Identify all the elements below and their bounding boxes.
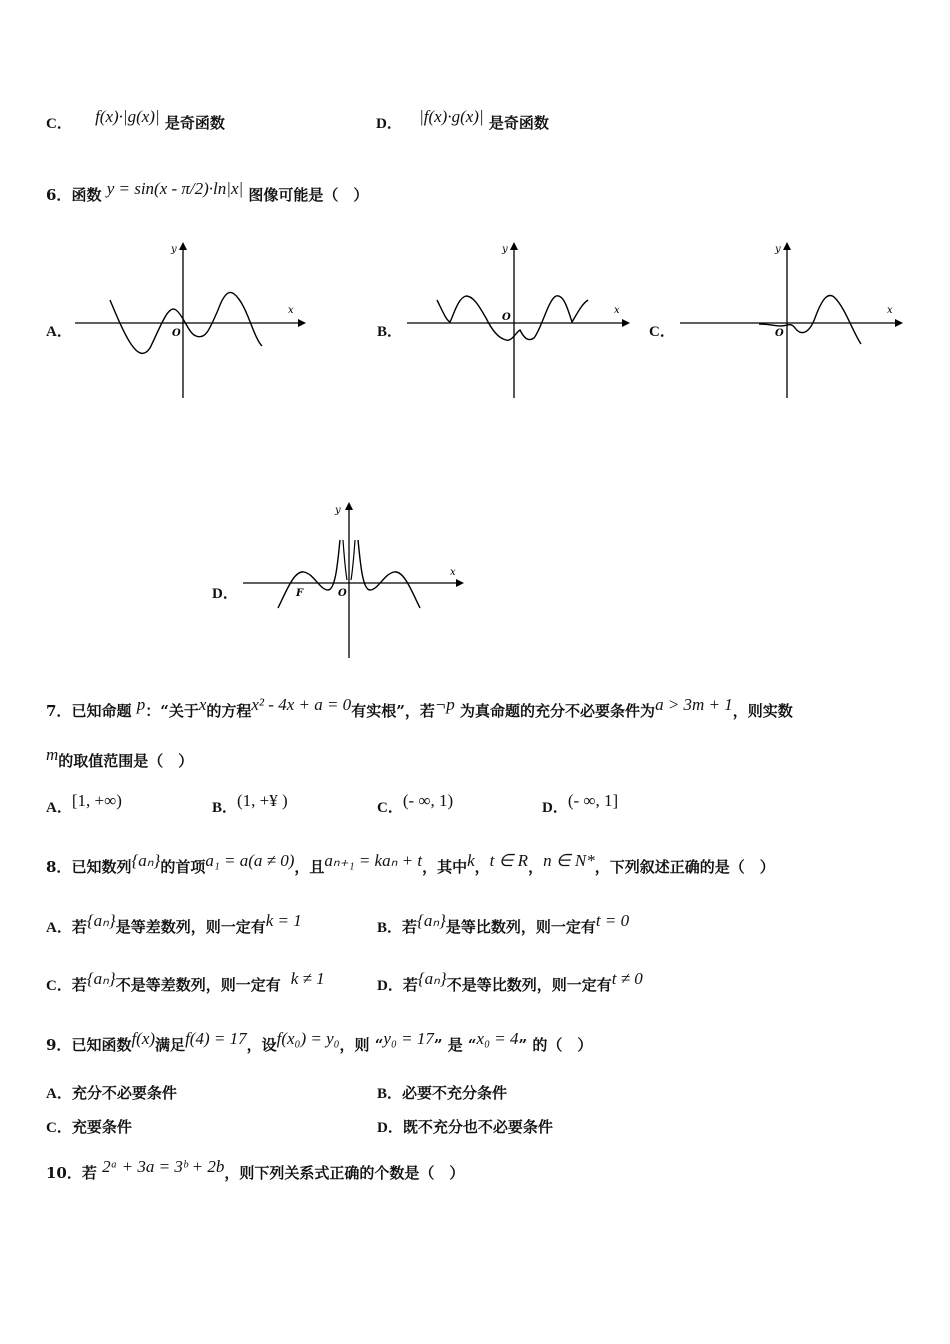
option-label: C． <box>377 800 403 816</box>
q9-option-a <box>46 1082 177 1103</box>
q8-option-a <box>46 911 302 937</box>
option-text: 不是等差数列，则一定有 <box>115 976 281 994</box>
q6-option-c-label: C． <box>649 324 675 340</box>
math-m: m <box>46 745 59 764</box>
q6-graph-a <box>70 238 310 403</box>
math-fx0: f(x₀) = y₀ <box>276 1029 340 1048</box>
question-text: ，下列叙述正确的是（ ） <box>594 858 775 876</box>
question-text: 为真命题的充分不必要条件为 <box>460 702 656 720</box>
math-equation: x² - 4x + a = 0 <box>251 695 352 714</box>
math-p: p <box>136 695 146 714</box>
q9-option-d <box>377 1116 553 1137</box>
math-first-term: a₁ = a(a ≠ 0) <box>205 851 295 870</box>
option-label: D． <box>377 978 403 994</box>
math-n-in-n: n ∈ N* <box>543 851 595 870</box>
option-text: 不是等比数列，则一定有 <box>446 976 612 994</box>
math-k: k <box>467 851 475 870</box>
q8-stem <box>46 851 775 877</box>
q6-option-b-label: B． <box>377 324 403 340</box>
option-label: D． <box>542 800 568 816</box>
math-expression: |f(x)·g(x)| <box>419 107 484 126</box>
option-label: A． <box>46 920 72 936</box>
question-text: ” 是 “ <box>433 1036 477 1054</box>
option-label: B． <box>377 1086 403 1102</box>
q6-stem <box>46 179 369 205</box>
origin-label: O <box>338 588 347 599</box>
option-text: 既不充分也不必要条件 <box>402 1118 553 1136</box>
q8-option-d <box>377 969 643 995</box>
point-label: F <box>296 588 304 599</box>
math-sequence: {aₙ} <box>131 851 161 870</box>
q7-option-b <box>212 791 288 817</box>
math-result: t = 0 <box>595 911 630 930</box>
question-text: ，且 <box>294 858 325 876</box>
option-text: 是奇函数 <box>488 114 549 132</box>
option-label: B． <box>377 920 403 936</box>
question-text: 的方程 <box>206 702 252 720</box>
q9-option-b <box>377 1082 507 1103</box>
q6-graph-c <box>675 238 910 403</box>
option-label: B． <box>212 800 238 816</box>
q7-stem-line2 <box>46 745 194 771</box>
origin-label: O <box>775 328 784 339</box>
question-text: 已知数列 <box>71 858 132 876</box>
question-text: ， <box>528 858 544 876</box>
x-axis-label: x <box>887 305 893 316</box>
option-value: (- ∞, 1] <box>567 791 619 810</box>
math-sequence: {aₙ} <box>86 911 116 930</box>
question-text: ，则 “ <box>339 1036 384 1054</box>
option-value: (- ∞, 1) <box>402 791 454 810</box>
origin-label: O <box>502 312 511 323</box>
question-number: 6． <box>46 186 72 204</box>
option-text: 是奇函数 <box>164 114 225 132</box>
question-text: 已知命题 <box>71 702 132 720</box>
q9-option-c <box>46 1116 132 1137</box>
option-text: 是等比数列，则一定有 <box>445 918 596 936</box>
question-text: 已知函数 <box>71 1036 132 1054</box>
question-text: 图像可能是（ ） <box>248 186 369 204</box>
math-x: x <box>198 695 207 714</box>
q6-graph-b <box>402 238 637 403</box>
math-expression: f(x)·|g(x)| <box>95 107 160 126</box>
question-text: ， <box>474 858 490 876</box>
option-text: 充要条件 <box>71 1118 132 1136</box>
q6-graph-d <box>238 498 473 663</box>
q10-stem <box>46 1157 465 1183</box>
option-label: D． <box>376 116 402 132</box>
question-text: 有实根”，若 <box>351 702 435 720</box>
math-y0: y₀ = 17 <box>383 1029 434 1048</box>
q8-option-b <box>377 911 630 937</box>
question-text: 的取值范围是（ ） <box>58 752 194 770</box>
question-number: 8． <box>46 858 72 876</box>
question-text: ，设 <box>246 1036 277 1054</box>
question-text: 若 <box>81 1164 97 1182</box>
q5-option-d <box>376 107 549 133</box>
option-value: (1, +¥ ) <box>237 791 288 810</box>
math-recurrence: aₙ₊₁ = kaₙ + t <box>324 851 423 870</box>
math-sequence: {aₙ} <box>417 911 446 930</box>
question-text: ” 的（ ） <box>518 1036 593 1054</box>
option-text: 必要不充分条件 <box>402 1084 508 1102</box>
math-sequence: {aₙ} <box>417 969 447 988</box>
math-result: k = 1 <box>265 911 302 930</box>
math-condition: a > 3m + 1 <box>655 695 733 714</box>
q6-option-a-label: A． <box>46 324 72 340</box>
option-value: [1, +∞) <box>71 791 122 810</box>
math-sequence: {aₙ} <box>86 969 116 988</box>
question-text: ：“关于 <box>145 702 199 720</box>
q8-option-c <box>46 969 325 995</box>
question-text: 满足 <box>155 1036 186 1054</box>
option-label: C． <box>46 1120 72 1136</box>
math-not-p: ¬p <box>434 695 455 714</box>
origin-label: O <box>172 328 181 339</box>
math-equation: 2ᵃ + 3a = 3ᵇ + 2b <box>102 1157 225 1176</box>
x-axis-label: x <box>614 305 620 316</box>
q7-stem-line1 <box>46 695 793 721</box>
y-axis-label: y <box>775 244 781 255</box>
question-text: 的首项 <box>160 858 206 876</box>
q7-option-d <box>542 791 619 817</box>
q9-stem <box>46 1029 593 1055</box>
question-number: 10． <box>46 1164 82 1182</box>
question-text: ，其中 <box>422 858 468 876</box>
math-result: k ≠ 1 <box>290 969 325 988</box>
q7-option-c <box>377 791 454 817</box>
math-fx: f(x) <box>131 1029 156 1048</box>
question-number: 7． <box>46 702 72 720</box>
option-text: 若 <box>71 918 87 936</box>
option-label: C． <box>46 978 72 994</box>
x-axis-label: x <box>450 567 456 578</box>
option-label: D． <box>377 1120 403 1136</box>
y-axis-label: y <box>335 505 341 516</box>
math-t-in-r: t ∈ R <box>489 851 529 870</box>
q5-option-c <box>46 107 225 133</box>
option-label: A． <box>46 1086 72 1102</box>
x-axis-label: x <box>288 305 294 316</box>
question-text: 函数 <box>71 186 102 204</box>
math-x0: x₀ = 4 <box>476 1029 519 1048</box>
math-f4: f(4) = 17 <box>185 1029 247 1048</box>
q7-option-a <box>46 791 122 817</box>
option-text: 是等差数列，则一定有 <box>115 918 266 936</box>
math-result: t ≠ 0 <box>611 969 643 988</box>
question-text: ，则实数 <box>732 702 793 720</box>
option-label: A． <box>46 800 72 816</box>
question-number: 9． <box>46 1036 72 1054</box>
option-text: 若 <box>402 976 418 994</box>
q6-option-d-label: D． <box>212 586 238 602</box>
y-axis-label: y <box>502 244 508 255</box>
option-label: C． <box>46 116 72 132</box>
math-expression: y = sin(x - π/2)·ln|x| <box>106 179 244 198</box>
question-text: ，则下列关系式正确的个数是（ ） <box>224 1164 465 1182</box>
option-text: 若 <box>71 976 87 994</box>
option-text: 充分不必要条件 <box>71 1084 177 1102</box>
option-text: 若 <box>402 918 418 936</box>
y-axis-label: y <box>171 244 177 255</box>
